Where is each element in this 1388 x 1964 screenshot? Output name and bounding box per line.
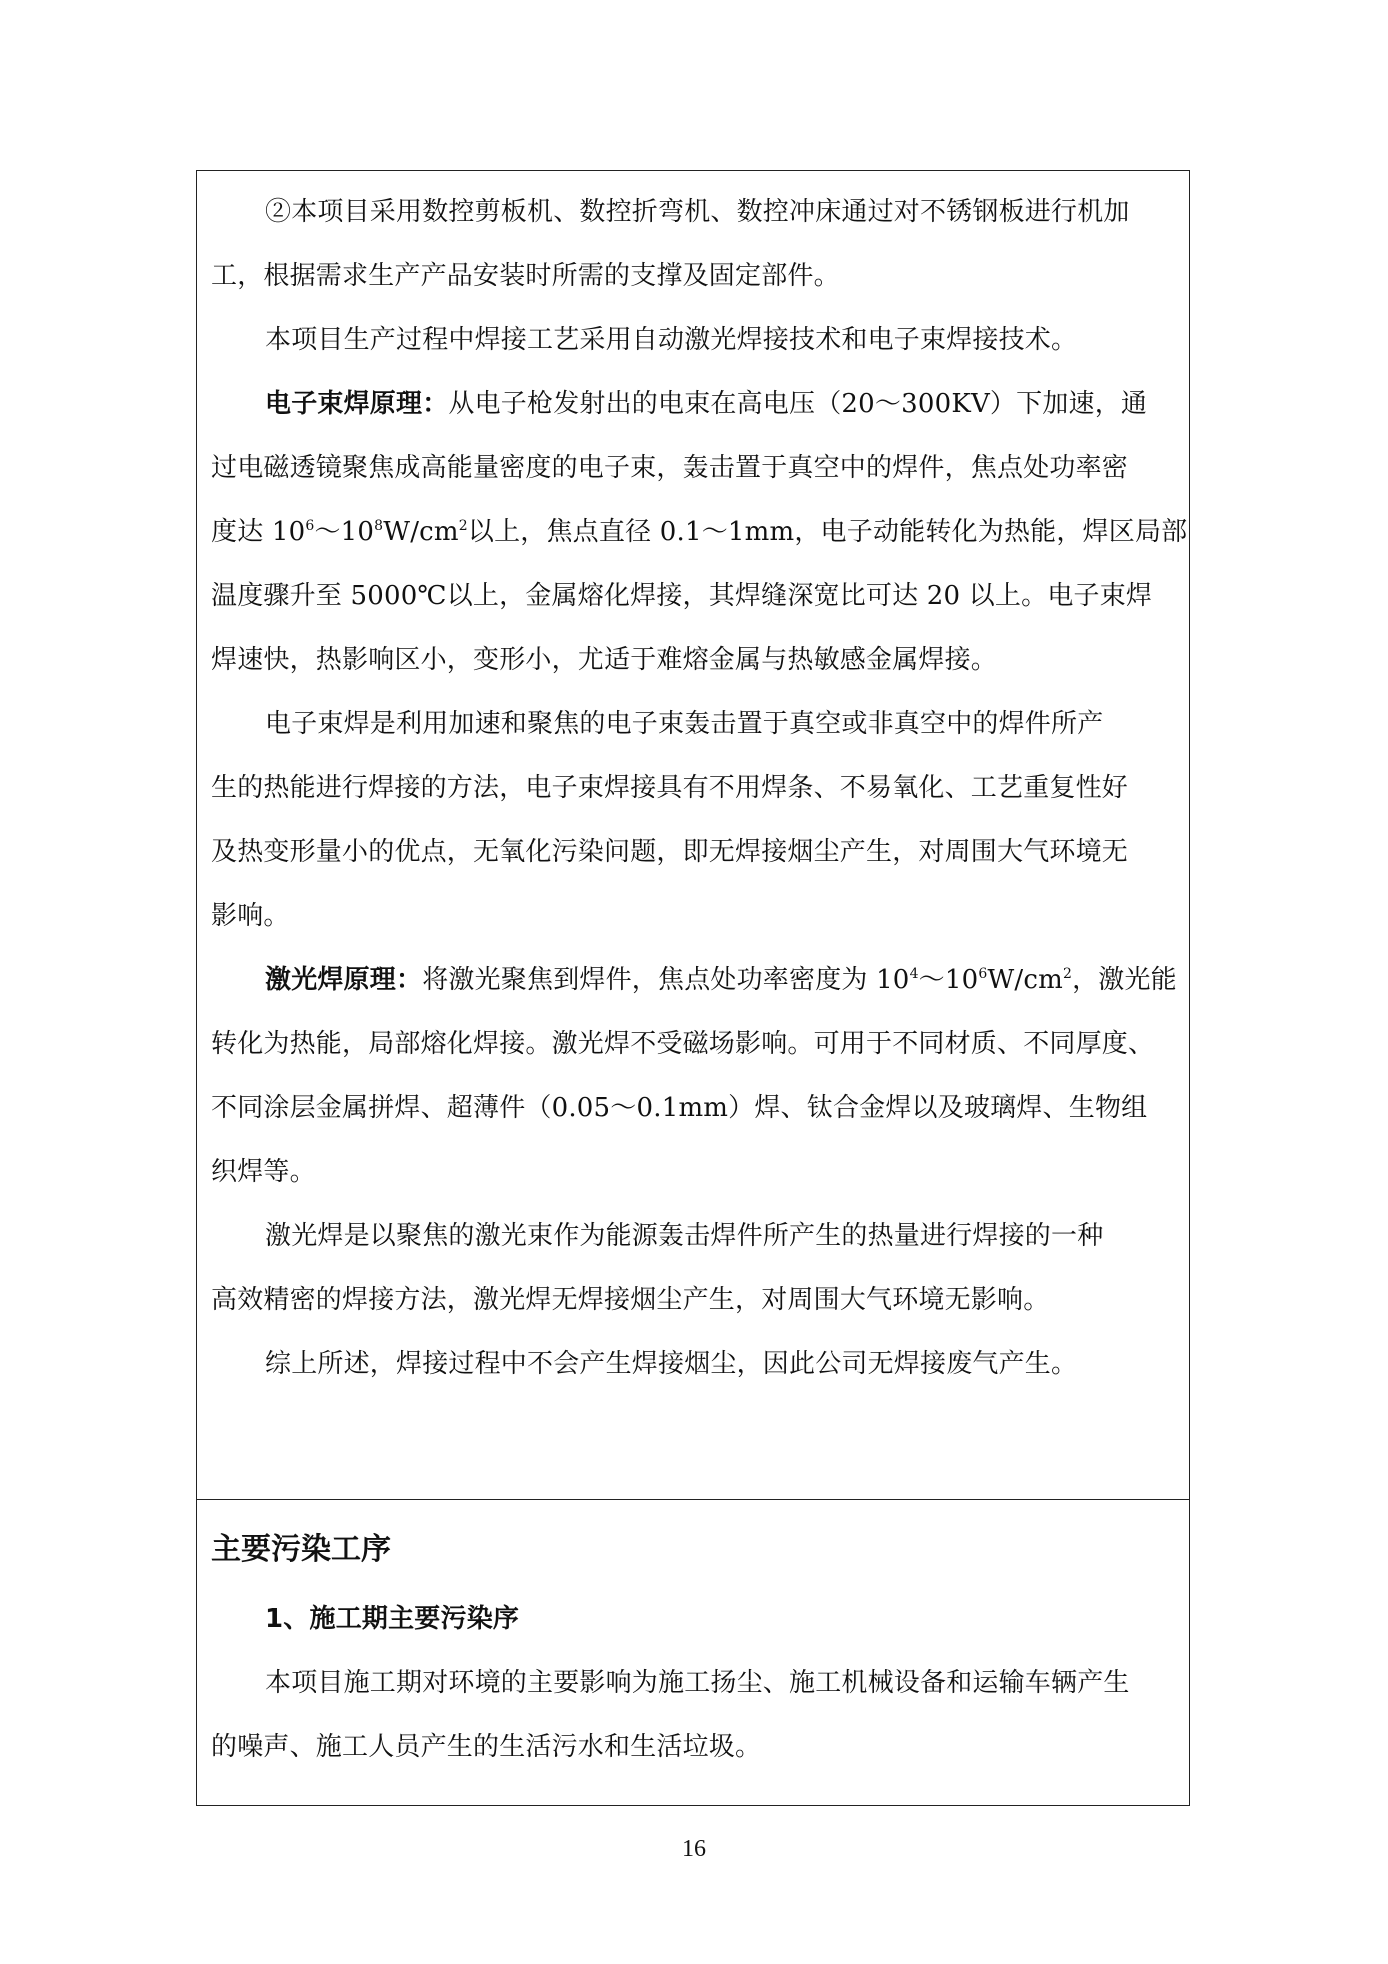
process-description-cell: [197, 171, 1189, 1500]
main-pollution-process-cell: [197, 1500, 1189, 1805]
paragraph-line: 激光焊是以聚焦的激光束作为能源轰击焊件所产生的热量进行焊接的一种: [265, 1221, 1104, 1251]
paragraph-line: 度达 $10^6\sim 10^8W/cm^2$以上，焦点直径 0.1～1mm，电子动能转化为热能，焊区局部: [211, 517, 1188, 547]
paragraph-line: 工，根据需求生产产品安装时所需的支撑及固定部件。: [211, 261, 840, 291]
laser-welding-principle-label: 激光焊原理：: [265, 965, 423, 995]
section-title: 主要污染工序: [211, 1532, 391, 1567]
paragraph-line: 本项目施工期对环境的主要影响为施工扬尘、施工机械设备和运输车辆产生: [265, 1668, 1130, 1698]
paragraph-line: 电子束焊原理：从电子枪发射出的电束在高电压（20～300KV）下加速，通: [265, 389, 1148, 419]
paragraph-line: 焊速快，热影响区小，变形小，尤适于难熔金属与热敏感金属焊接。: [211, 645, 998, 675]
paragraph-line: 转化为热能，局部熔化焊接。激光焊不受磁场影响。可用于不同材质、不同厚度、: [211, 1029, 1155, 1059]
paragraph-line: 激光焊原理：将激光聚焦到焊件，焦点处功率密度为 $10^4\sim 10^6W/cm^2$，激光能: [265, 965, 1177, 995]
paragraph-line: 综上所述，焊接过程中不会产生焊接烟尘，因此公司无焊接废气产生。: [265, 1349, 1078, 1379]
content-table: [196, 170, 1190, 1806]
paragraph-line: 织焊等。: [211, 1157, 316, 1187]
electron-beam-principle-label: 电子束焊原理：: [265, 389, 449, 419]
paragraph-line: 本项目生产过程中焊接工艺采用自动激光焊接技术和电子束焊接技术。: [265, 325, 1078, 355]
page-number: 16: [682, 1836, 706, 1862]
section-subheading: 1、施工期主要污染序: [265, 1604, 520, 1634]
paragraph-line: 过电磁透镜聚焦成高能量密度的电子束，轰击置于真空中的焊件，焦点处功率密: [211, 453, 1129, 483]
paragraph-line: 温度骤升至 5000℃以上，金属熔化焊接，其焊缝深宽比可达 20 以上。电子束焊: [211, 581, 1153, 611]
paragraph-line: 不同涂层金属拼焊、超薄件（0.05～0.1mm）焊、钛合金焊以及玻璃焊、生物组: [211, 1093, 1148, 1123]
paragraph-line: 高效精密的焊接方法，激光焊无焊接烟尘产生，对周围大气环境无影响。: [211, 1285, 1050, 1315]
paragraph-line: 电子束焊是利用加速和聚焦的电子束轰击置于真空或非真空中的焊件所产: [265, 709, 1104, 739]
paragraph-line: 影响。: [211, 901, 290, 931]
paragraph-line: 的噪声、施工人员产生的生活污水和生活垃圾。: [211, 1732, 762, 1762]
paragraph-line: 及热变形量小的优点，无氧化污染问题，即无焊接烟尘产生，对周围大气环境无: [211, 837, 1129, 867]
paragraph-line: ②本项目采用数控剪板机、数控折弯机、数控冲床通过对不锈钢板进行机加: [265, 197, 1130, 227]
paragraph-line: 生的热能进行焊接的方法，电子束焊接具有不用焊条、不易氧化、工艺重复性好: [211, 773, 1129, 803]
